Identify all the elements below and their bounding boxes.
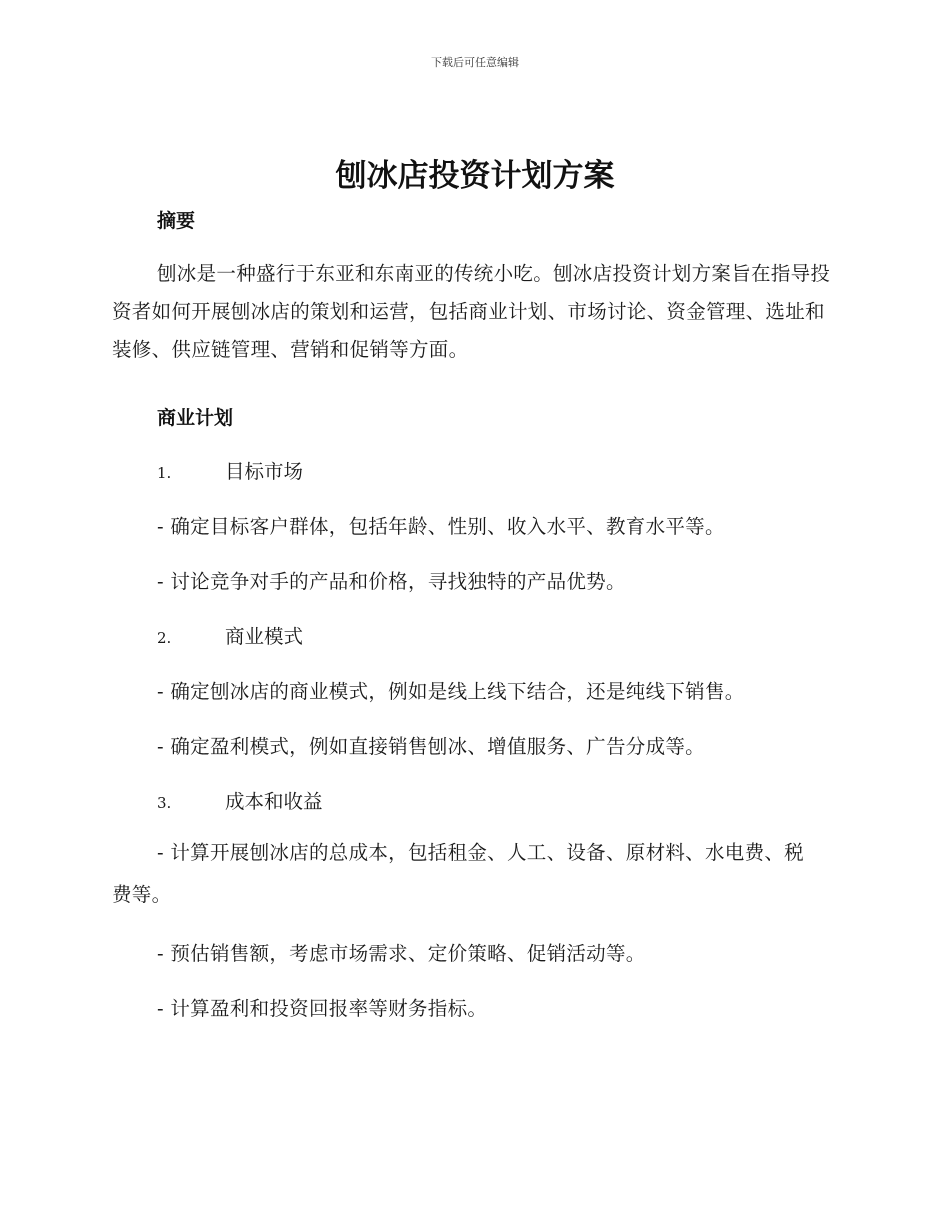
bullet-item: - 确定目标客户群体，包括年龄、性别、收入水平、教育水平等。	[157, 515, 725, 538]
section-title: 目标市场	[225, 460, 304, 483]
abstract-heading: 摘要	[157, 210, 196, 232]
section-1-title	[157, 456, 303, 484]
business-plan-heading: 商业计划	[157, 407, 234, 429]
bullet-item: - 预估销售额，考虑市场需求、定价策略、促销活动等。	[157, 942, 646, 965]
bullet-item: - 计算盈利和投资回报率等财务指标。	[157, 997, 488, 1020]
bullet-item: - 确定盈利模式，例如直接销售刨冰、增值服务、广告分成等。	[157, 735, 705, 758]
section-2-title	[157, 621, 303, 649]
document-title: 刨冰店投资计划方案	[335, 158, 615, 194]
bullet-item: - 确定刨冰店的商业模式，例如是线上线下结合，还是纯线下销售。	[157, 680, 745, 703]
section-number: 1.	[157, 464, 172, 482]
section-number: 3.	[157, 794, 172, 812]
section-title: 成本和收益	[225, 790, 323, 813]
bullet-item: - 讨论竞争对手的产品和价格，寻找独特的产品优势。	[157, 570, 626, 593]
section-number: 2.	[157, 629, 172, 647]
section-title: 商业模式	[225, 625, 304, 648]
header-note: 下载后可任意编辑	[431, 56, 519, 69]
abstract-paragraph: 刨冰是一种盛行于东亚和东南亚的传统小吃。刨冰店投资计划方案旨在指导投资者如何开展刨冰店的策划和运营，包括商业计划、市场讨论、资金管理、选址和装修、供应链管理、营销和促销等方面。	[112, 262, 831, 361]
bullet-item: - 计算开展刨冰店的总成本，包括租金、人工、设备、原材料、水电费、税费等。	[112, 841, 804, 906]
section-3-title	[157, 786, 323, 814]
